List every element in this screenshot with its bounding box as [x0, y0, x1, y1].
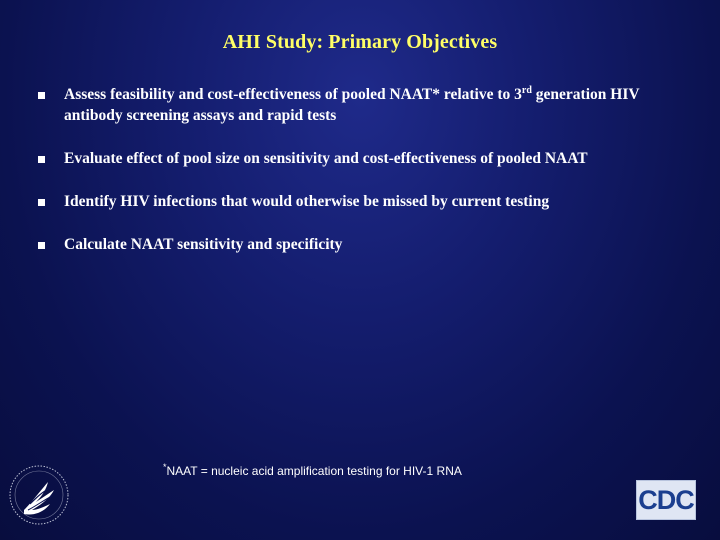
bullet-square-icon — [38, 92, 45, 99]
cdc-logo — [636, 480, 696, 520]
bullet-square-icon — [38, 156, 45, 163]
list-item — [37, 234, 697, 255]
bullet-text: Identify HIV infections that would otherwise be missed by current testing — [64, 193, 550, 210]
bullet-text: Calculate NAAT sensitivity and specificity — [64, 236, 343, 253]
footnote — [163, 462, 462, 478]
bullet-text: Evaluate effect of pool size on sensitivity and cost-effectiveness of pooled NAAT — [64, 150, 588, 167]
list-item — [37, 148, 697, 169]
footnote-marker: * — [163, 462, 167, 472]
bullet-square-icon — [38, 242, 45, 249]
superscript: rd — [521, 84, 532, 96]
slide-title: AHI Study: Primary Objectives — [222, 31, 498, 53]
list-item — [37, 191, 697, 212]
objectives-list — [37, 84, 697, 277]
list-item — [37, 84, 697, 126]
cdc-logo-text: CDC — [638, 484, 694, 515]
footnote-text: NAAT = nucleic acid amplification testing for HIV-1 RNA — [166, 464, 462, 478]
bullet-square-icon — [38, 199, 45, 206]
bullet-text: Assess feasibility and cost-effectiveness of pooled NAAT* relative to 3 — [64, 86, 522, 103]
bullet-text-continued: generation HIV antibody screening assays and rapid tests — [64, 86, 640, 124]
hhs-eagle-icon — [6, 460, 72, 530]
